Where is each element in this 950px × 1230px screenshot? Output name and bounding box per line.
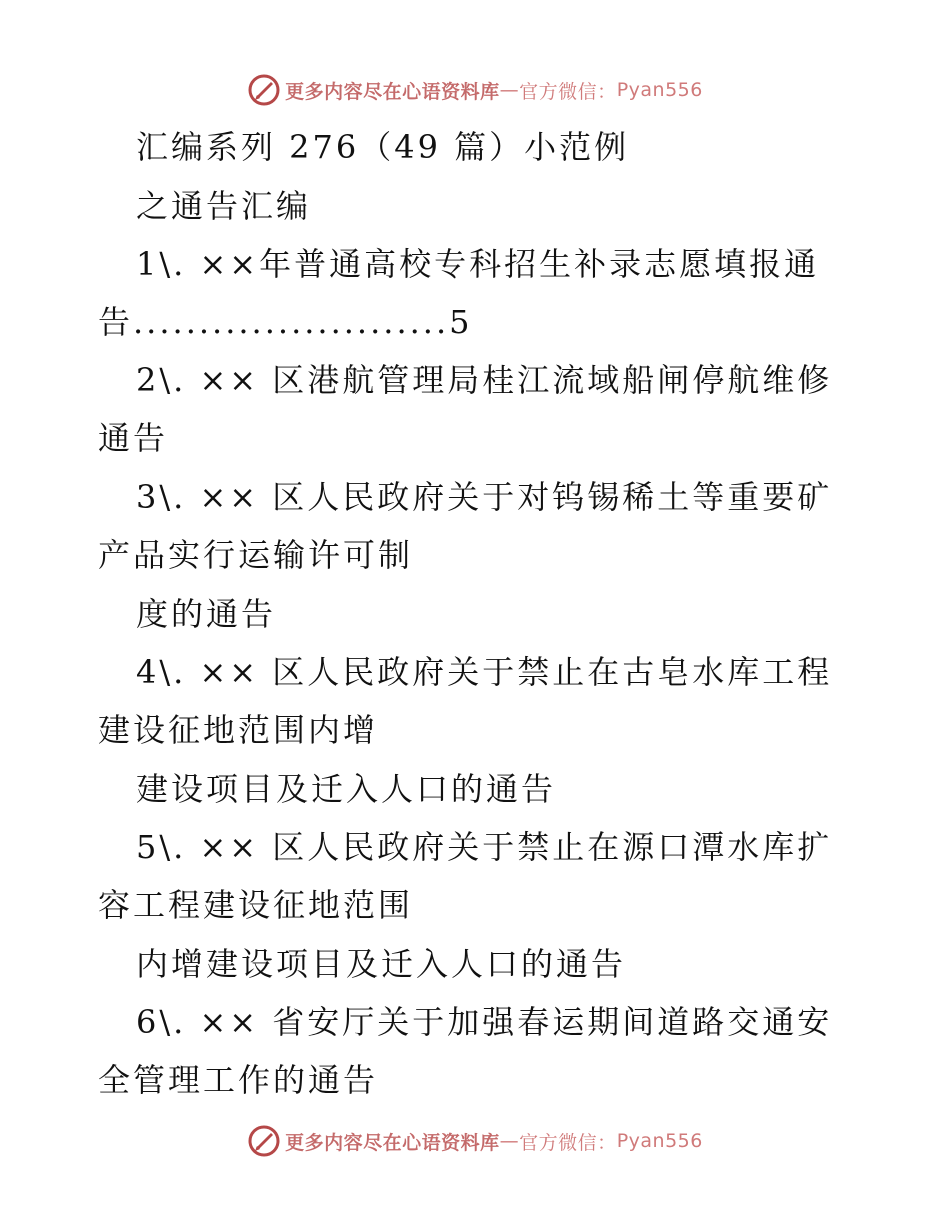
watermark-text: 更多内容尽在心语资料库 — [285, 1131, 500, 1154]
toc-item-5-continued-2: 内增建设项目及迁入人口的通告 — [136, 945, 627, 983]
toc-item-3-continued: 产品实行运输许可制 — [98, 536, 414, 574]
watermark-separator: — — [499, 1130, 520, 1152]
toc-item-3: 3\. ×× 区人民政府关于对钨锡稀土等重要矿 — [136, 478, 833, 516]
toc-item-1: 1\. ××年普通高校专科招生补录志愿填报通 — [136, 245, 820, 283]
toc-item-4: 4\. ×× 区人民政府关于禁止在古皂水库工程 — [136, 653, 833, 691]
watermark-wechat-label: 官方微信： — [519, 80, 617, 103]
document-title-line-2: 之通告汇编 — [136, 187, 312, 225]
watermark-wechat-label: 官方微信： — [519, 1131, 617, 1154]
toc-item-4-continued-2: 建设项目及迁入人口的通告 — [136, 770, 557, 808]
toc-item-6-continued: 全管理工作的通告 — [98, 1061, 379, 1099]
toc-item-5: 5\. ×× 区人民政府关于禁止在源口潭水库扩 — [136, 828, 833, 866]
toc-item-5-continued: 容工程建设征地范围 — [98, 886, 414, 924]
watermark-wechat-id: Pyan556 — [616, 79, 703, 101]
document-title-line-1: 汇编系列 276（49 篇）小范例 — [136, 128, 630, 166]
toc-item-2-continued: 通告 — [98, 419, 169, 457]
quill-logo-icon — [247, 1124, 281, 1158]
toc-item-6: 6\. ×× 省安厅关于加强春运期间道路交通安 — [136, 1003, 833, 1041]
footer-watermark — [0, 1121, 950, 1161]
watermark-text: 更多内容尽在心语资料库 — [285, 80, 500, 103]
toc-item-4-continued: 建设征地范围内增 — [98, 711, 379, 749]
watermark-wechat-id: Pyan556 — [616, 1130, 703, 1152]
toc-item-1-continued: 告........................5 — [98, 303, 473, 341]
toc-item-2: 2\. ×× 区港航管理局桂江流域船闸停航维修 — [136, 361, 833, 399]
watermark-separator: — — [499, 79, 520, 101]
toc-item-3-continued-2: 度的通告 — [136, 595, 277, 633]
